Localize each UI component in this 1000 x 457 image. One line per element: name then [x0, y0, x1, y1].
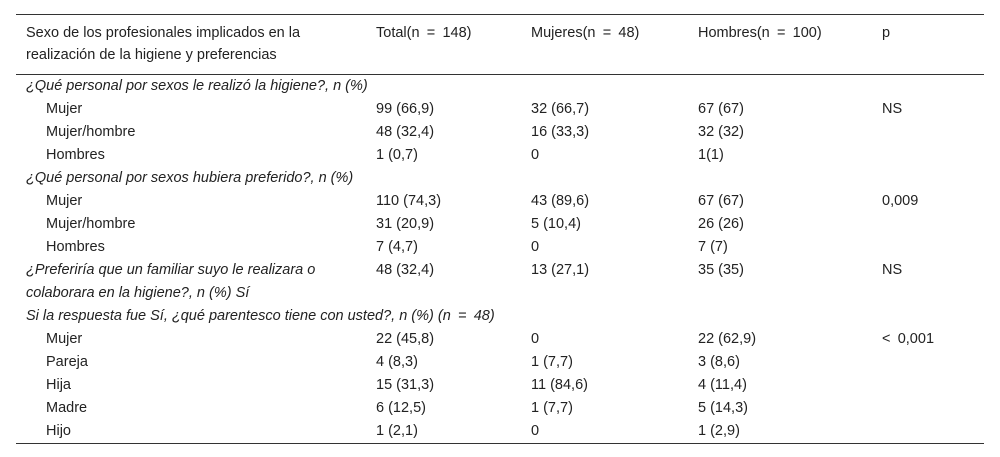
- section-title: ¿Qué personal por sexos le realizó la higiene?, n (%): [26, 78, 368, 94]
- cell-total: 22 (45,8): [376, 331, 435, 347]
- cell-mujeres: 43 (89,6): [531, 193, 590, 209]
- cell-p: [872, 351, 984, 374]
- cell-hombres: 7 (7): [698, 239, 728, 255]
- cell-hombres: 4 (11,4): [698, 377, 747, 393]
- cell-hombres: 32 (32): [698, 124, 744, 140]
- section-title-row: [16, 75, 984, 99]
- row-label: Hijo: [46, 423, 71, 439]
- cell-hombres: 67 (67): [698, 193, 744, 209]
- cell-mujeres: 11 (84,6): [531, 377, 588, 393]
- header-mujeres: Mujeres(n = 48): [531, 25, 640, 41]
- question-row: [16, 259, 984, 305]
- cell-total: 1 (0,7): [376, 147, 418, 163]
- row-label: Mujer/hombre: [46, 124, 136, 140]
- table-row: [16, 397, 984, 420]
- cell-total: 48 (32,4): [376, 124, 435, 140]
- cell-hombres: 3 (8,6): [698, 354, 740, 370]
- header-p: p: [882, 25, 891, 41]
- table-row: [16, 351, 984, 374]
- section-title: Si la respuesta fue Sí, ¿qué parentesco tiene con usted?, n (%) (n = 48): [26, 308, 495, 324]
- section-title-row: [16, 305, 984, 328]
- question-label: ¿Preferiría que un familiar suyo le realizara o colaborara en la higiene?, n (%) Sí: [26, 262, 316, 301]
- cell-p: [872, 236, 984, 259]
- table-row: [16, 213, 984, 236]
- cell-hombres: 26 (26): [698, 216, 744, 232]
- cell-mujeres: 1 (7,7): [531, 400, 573, 416]
- row-label: Pareja: [46, 354, 88, 370]
- cell-total: 7 (4,7): [376, 239, 418, 255]
- row-label: Mujer: [46, 193, 83, 209]
- cell-total: 99 (66,9): [376, 101, 435, 117]
- table-row: [16, 121, 984, 144]
- header-category: Sexo de los profesionales implicados en la realización de la higiene y preferencias: [26, 25, 301, 63]
- table-row: [16, 328, 984, 351]
- cell-p: 0,009: [882, 193, 919, 209]
- cell-p: NS: [882, 262, 903, 278]
- row-label: Hombres: [46, 147, 105, 163]
- cell-total: 6 (12,5): [376, 400, 426, 416]
- cell-p: NS: [882, 101, 903, 117]
- cell-mujeres: 5 (10,4): [531, 216, 581, 232]
- cell-p: [872, 213, 984, 236]
- row-label: Madre: [46, 400, 88, 416]
- cell-mujeres: 16 (33,3): [531, 124, 590, 140]
- section-title: ¿Qué personal por sexos hubiera preferido?, n (%): [26, 170, 354, 186]
- header-total: Total(n = 148): [376, 25, 472, 41]
- cell-mujeres: 0: [531, 239, 540, 255]
- cell-total: 15 (31,3): [376, 377, 435, 393]
- cell-hombres: 1 (2,9): [698, 423, 740, 439]
- cell-total: 48 (32,4): [376, 262, 435, 278]
- row-label: Hija: [46, 377, 71, 393]
- table-row: [16, 420, 984, 444]
- table-row: [16, 190, 984, 213]
- cell-hombres: 22 (62,9): [698, 331, 757, 347]
- cell-hombres: 67 (67): [698, 101, 744, 117]
- cell-p: [872, 374, 984, 397]
- header-row: [16, 15, 984, 75]
- header-hombres: Hombres(n = 100): [698, 25, 822, 41]
- cell-total: 4 (8,3): [376, 354, 418, 370]
- cell-p: [872, 121, 984, 144]
- table-row: [16, 374, 984, 397]
- row-label: Hombres: [46, 239, 105, 255]
- table-row: [16, 98, 984, 121]
- cell-p: < 0,001: [882, 331, 935, 347]
- table-row: [16, 144, 984, 167]
- row-label: Mujer/hombre: [46, 216, 136, 232]
- cell-mujeres: 1 (7,7): [531, 354, 573, 370]
- cell-total: 31 (20,9): [376, 216, 435, 232]
- cell-p: [872, 397, 984, 420]
- cell-hombres: 1(1): [698, 147, 724, 163]
- section-title-row: [16, 167, 984, 190]
- cell-hombres: 35 (35): [698, 262, 744, 278]
- table-row: [16, 236, 984, 259]
- cell-total: 1 (2,1): [376, 423, 418, 439]
- cell-mujeres: 0: [531, 147, 540, 163]
- cell-hombres: 5 (14,3): [698, 400, 748, 416]
- table-container: [16, 14, 984, 444]
- cell-mujeres: 0: [531, 331, 540, 347]
- cell-p: [872, 144, 984, 167]
- cell-mujeres: 0: [531, 423, 540, 439]
- cell-total: 110 (74,3): [376, 193, 442, 209]
- cell-mujeres: 32 (66,7): [531, 101, 590, 117]
- cell-p: [872, 420, 984, 444]
- data-table: [16, 14, 984, 444]
- row-label: Mujer: [46, 101, 83, 117]
- row-label: Mujer: [46, 331, 83, 347]
- cell-mujeres: 13 (27,1): [531, 262, 590, 278]
